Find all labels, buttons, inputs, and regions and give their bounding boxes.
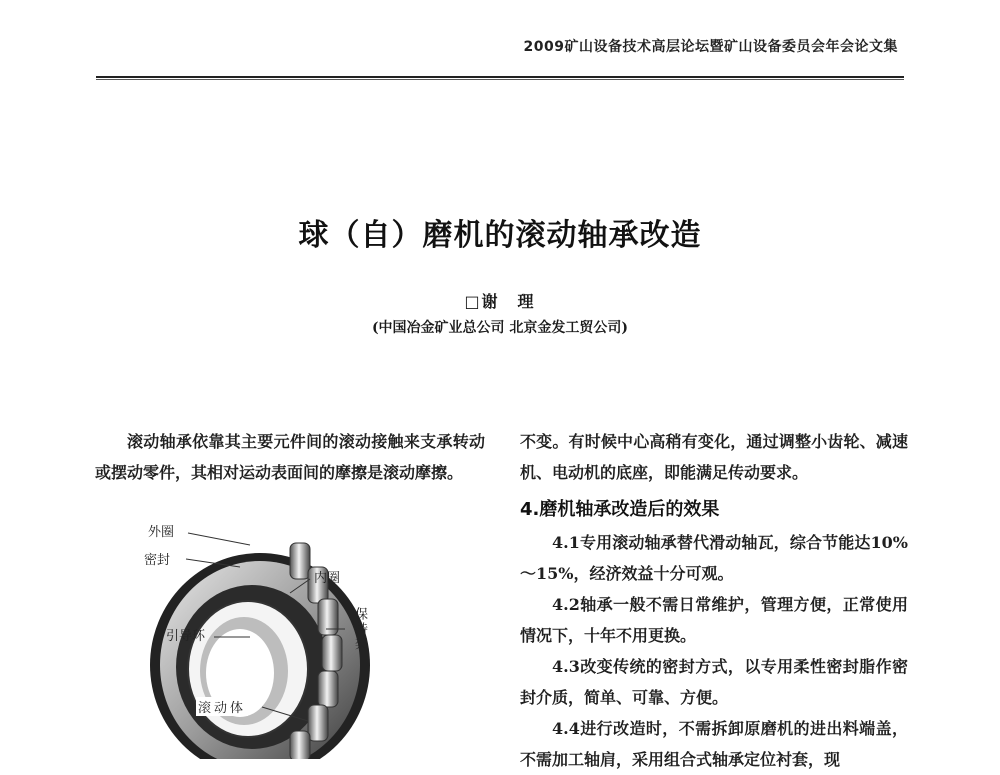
effect-item-4-3: 4.3改变传统的密封方式，以专用柔性密封脂作密封介质，简单、可靠、方便。 [520, 657, 908, 707]
section-heading: 4.磨机轴承改造后的效果 [520, 499, 720, 520]
author-affiliation: (中国冶金矿业总公司 北京金发工贸公司) [371, 320, 629, 336]
effect-item-4-4: 4.4进行改造时，不需拆卸原磨机的进出料端盖，不需加工轴肩，采用组合式轴承定位衬套，现 [520, 719, 908, 769]
effect-item-4-1: 4.1专用滚动轴承替代滑动轴瓦，综合节能达10%～15%，经济效益十分可观。 [520, 533, 908, 583]
label-guide-ring: 引导环 [166, 629, 206, 644]
header-rule [96, 76, 904, 80]
label-inner-ring: 内圈 [314, 571, 341, 586]
left-column [95, 426, 485, 488]
bearing-figure [140, 515, 380, 759]
intro-paragraph: 滚动轴承依靠其主要元件间的滚动接触来支承转动或摆动零件，其相对运动表面间的摩擦是滚动摩擦。 [95, 432, 485, 482]
continuation-paragraph: 不变。有时候中心高稍有变化，通过调整小齿轮、减速机、电动机的底座，即能满足传动要求。 [520, 432, 908, 482]
right-column [520, 426, 908, 775]
article-title: 球（自）磨机的滚动轴承改造 [298, 218, 702, 253]
running-header: 2009矿山设备技术高层论坛暨矿山设备委员会年会论文集 [523, 39, 898, 55]
effect-item-4-2: 4.2轴承一般不需日常维护，管理方便，正常使用情况下，十年不用更换。 [520, 595, 908, 645]
label-cage: 保持架 [352, 607, 367, 652]
author-name: □谢 理 [464, 292, 536, 311]
label-seal: 密封 [144, 553, 171, 568]
label-outer-ring: 外圈 [148, 525, 175, 540]
label-rolling-element: 滚动体 [196, 697, 248, 716]
